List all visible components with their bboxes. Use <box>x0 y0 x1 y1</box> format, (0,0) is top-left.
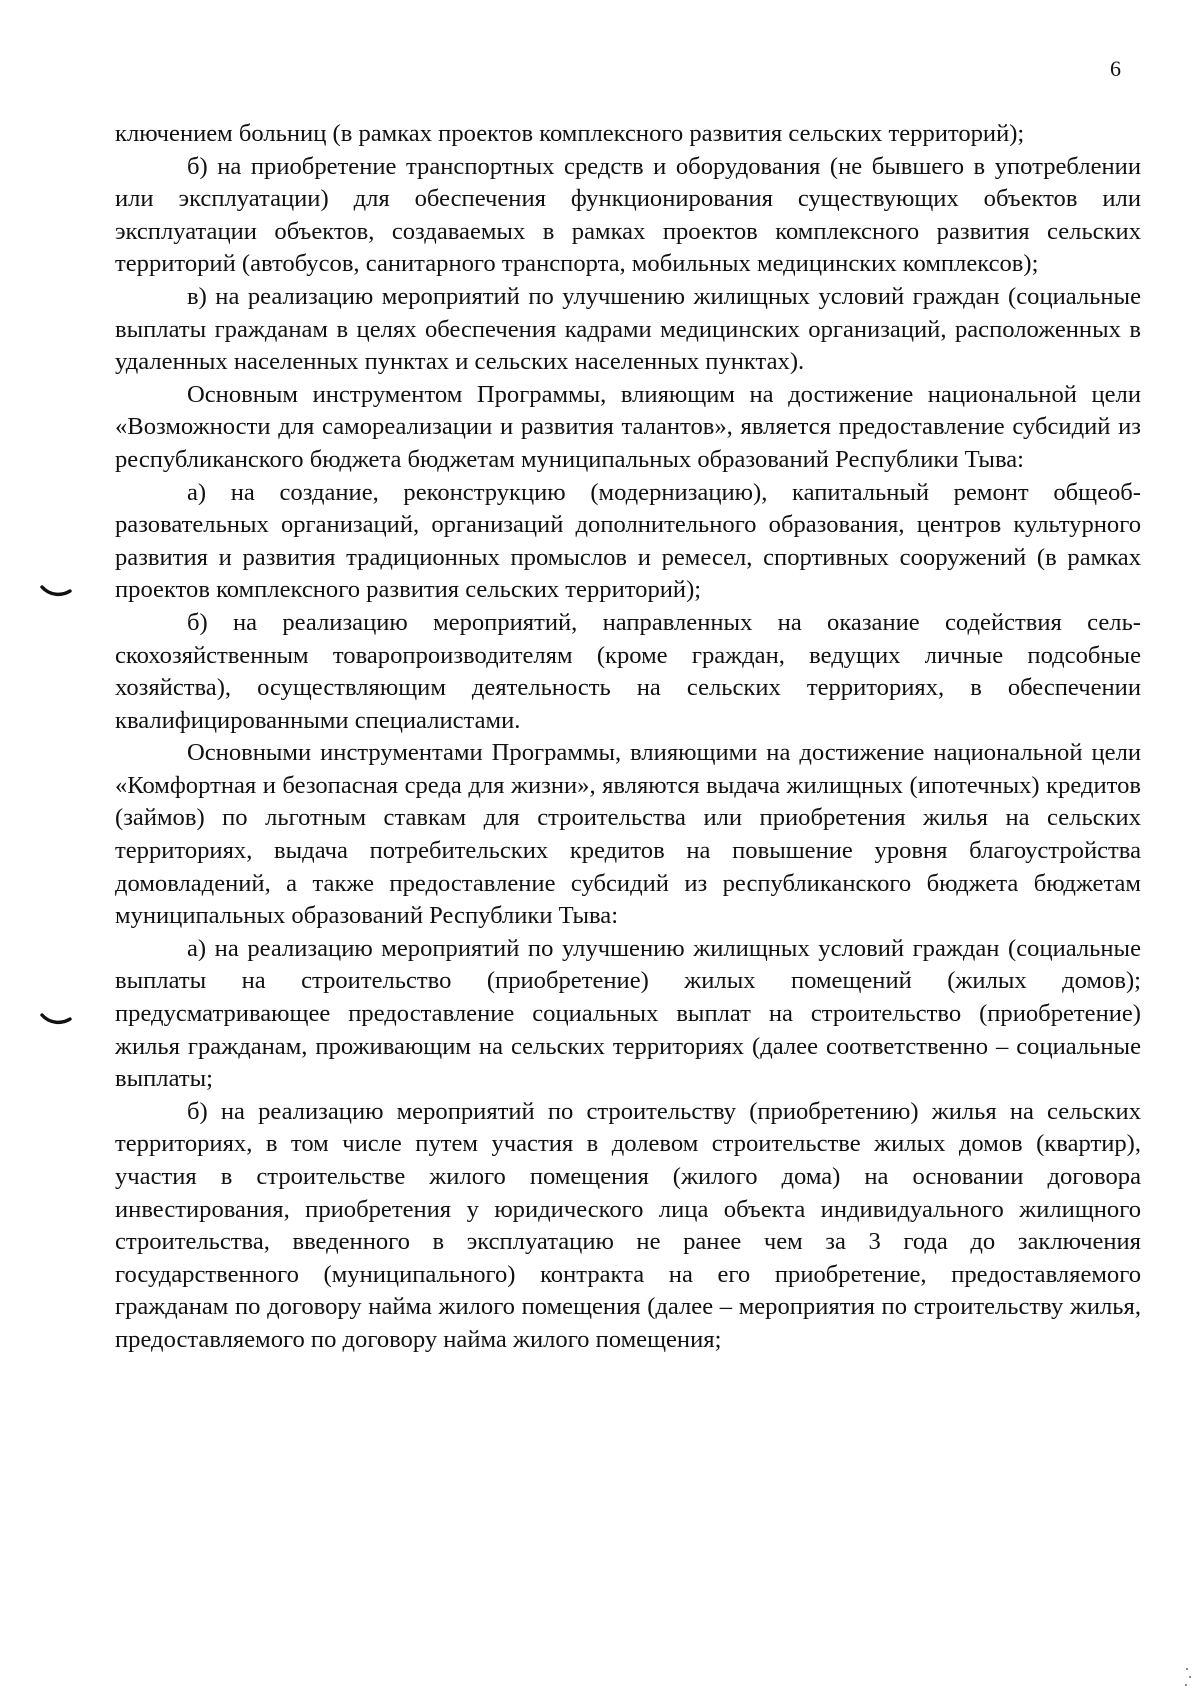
scan-dot <box>1186 1668 1188 1670</box>
paragraph: б) на реализацию мероприятий по строительству (приобретению) жилья на сельских территориях, в том числе путем участия в долевом строительстве жилых домов (квартир), участия в строительстве жилого помещения (жилого дома) на основании договора инвестирования, приобретения у юридического лица объекта индивидуального жилищного строительства, введенного в эксплуатацию не ранее чем за 3 года до заключения государственного (муниципального) контракта на его приобретение, предоставляемого гражданам по договору найма жилого помещения (далее – мероприятия по строительству жилья, предоставляемого по договору найма жилого помещения; <box>115 1097 1141 1353</box>
punch-mark-icon <box>40 1012 72 1026</box>
paragraph: б) на приобретение транспортных средств и оборудования (не бывшего в употреблении или эксплуатации) для обеспечения функционирования существующих объектов или эксплуатации объектов, создаваемых в рамках проектов комплексного развития сельских территорий (автобусов, санитарного транспорта, мобильных медицинских комплексов); <box>115 152 1141 278</box>
paragraph: а) на реализацию мероприятий по улучшению жилищных условий граждан (социальные выплаты на строительство (приобретение) жилых помещений (жилых домов); предусматривающее предоставление социальных выплат на строительство (приобретение) жилья гражданам, проживающим на сельских территориях (далее соответственно – социальные выплаты; <box>115 934 1141 1093</box>
paragraph: б) на реализацию мероприятий, направленных на оказание содействия сельскохозяйственным товаропроизводителям (кроме граждан, ведущих личные подсобные хозяйства), осуществляющим деятельность на сельских территориях, в обеспечении квалифицированными специалистами. <box>115 608 1141 734</box>
document-body <box>115 118 1141 1357</box>
paragraph: Основным инструментом Программы, влияющим на достижение национальной цели «Возможности для самореализации и развития талантов», является предоставление субсидий из республиканского бюджета бюджетам муниципальных образований Республики Тыва: <box>115 380 1141 473</box>
paragraph: в) на реализацию мероприятий по улучшению жилищных условий граждан (социальные выплаты гражданам в целях обеспечения кадрами медицинских организаций, расположенных в удаленных населенных пунктах и сельских населенных пунктах). <box>115 282 1141 376</box>
punch-mark-icon <box>40 584 72 598</box>
scan-dot <box>1189 1676 1191 1678</box>
page-number: 6 <box>1110 56 1121 81</box>
paragraph: Основными инструментами Программы, влияющими на достижение национальной цели «Комфортная и безопасная среда для жизни», являются выдача жилищных (ипотечных) кредитов (займов) по льготным ставкам для строительства или приобретения жилья на сельских территориях, выдача потребительских кредитов на повышение уровня благоустройства домовладений, а также предоставление субсидий из республиканского бюджета бюджетам муниципальных образований Республики Тыва: <box>115 739 1141 930</box>
scan-dot <box>1185 1684 1187 1686</box>
paragraph: ключением больниц (в рамках проектов комплексного развития сельских территорий); <box>115 120 1025 147</box>
paragraph: а) на создание, реконструкцию (модернизацию), капитальный ремонт общеобразовательных организаций, организаций дополнительного образования, центров культурного развития и развития традиционных промыслов и ремесел, спортивных сооружений (в рамках проектов комплексного развития сельских территорий); <box>115 478 1141 604</box>
